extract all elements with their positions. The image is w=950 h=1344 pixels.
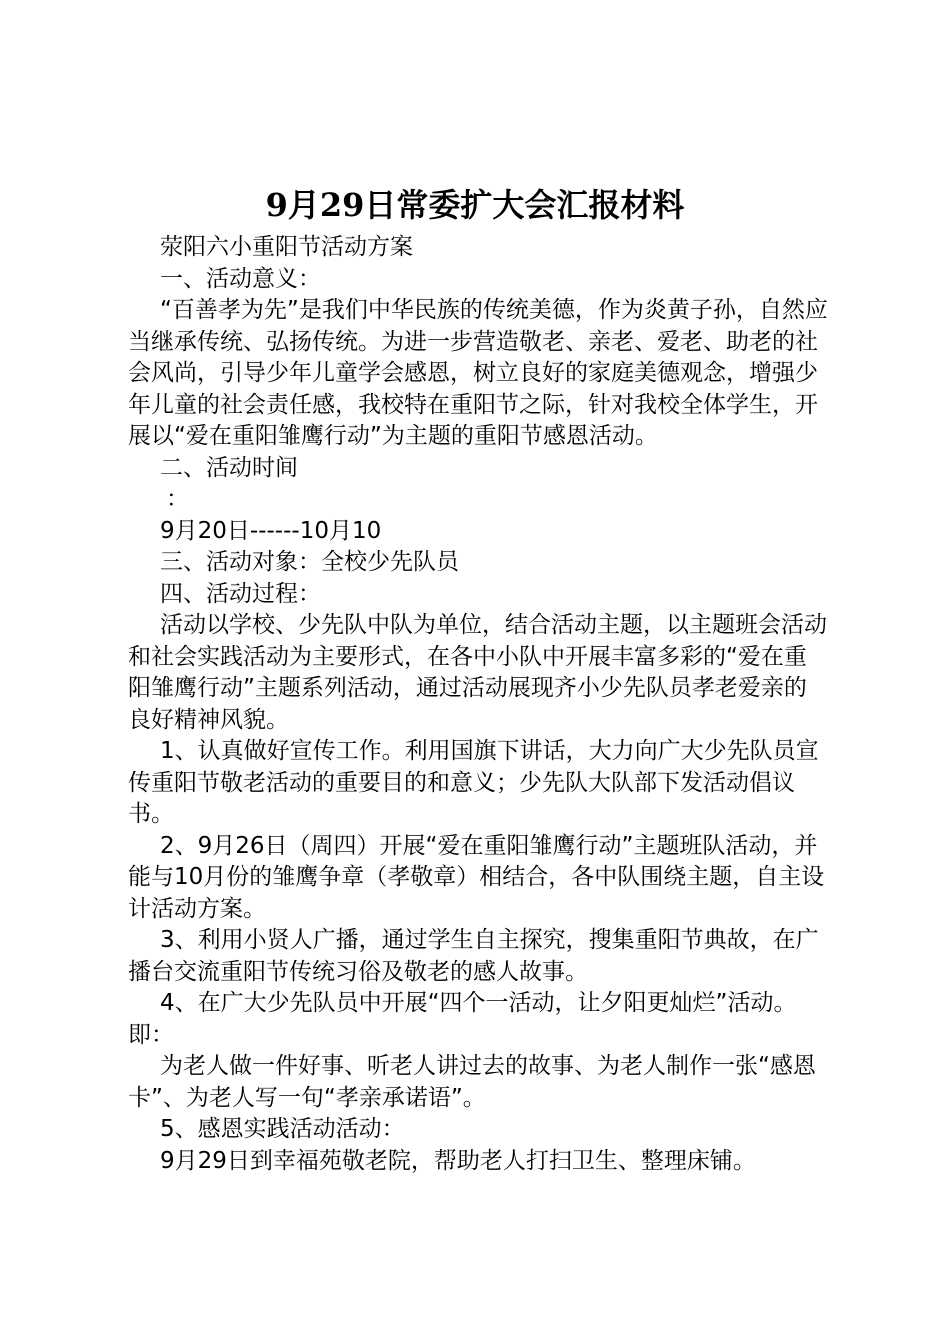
process-item-3: 3、利用小贤人广播，通过学生自主探究，搜集重阳节典故，在广播台交流重阳节传统习俗及敬老的感人故事。	[128, 927, 819, 985]
time-colon: ：	[166, 486, 189, 512]
process-item-1: 1、认真做好宣传工作。利用国旗下讲话，大力向广大少先队员宣传重阳节敬老活动的重要目的和意义；少先队大队部下发活动倡议书。	[128, 738, 819, 827]
process-item-5-detail: 9月29日到幸福苑敬老院，帮助老人打扫卫生、整理床铺。	[160, 1147, 756, 1174]
process-item-2: 2、9月26日（周四）开展“爱在重阳雏鹰行动”主题班队活动，并能与10月份的雏鹰争章（孝敬章）相结合，各中队围绕主题，自主设计活动方案。	[128, 832, 825, 922]
paragraph-process-intro: 活动以学校、少先队中队为单位，结合活动主题，以主题班会活动和社会实践活动为主要形式，在各中小队中开展丰富多彩的“爱在重阳雏鹰行动”主题系列活动，通过活动展现齐小少先队员孝老爱亲的良好精神风貌。	[128, 612, 827, 733]
time-range: 9月20日------10月10	[160, 517, 382, 544]
plan-heading: 荥阳六小重阳节活动方案	[160, 234, 413, 260]
process-item-4: 4、在广大少先队员中开展“四个一活动，让夕阳更灿烂”活动。即：	[128, 990, 797, 1048]
process-item-5: 5、感恩实践活动活动：	[160, 1116, 405, 1142]
section-heading-significance: 一、活动意义：	[160, 265, 321, 292]
section-heading-participants: 三、活动对象：全校少先队员	[160, 549, 459, 575]
section-heading-time: 二、活动时间	[160, 454, 298, 481]
document-title: 9月29日常委扩大会汇报材料	[265, 186, 685, 224]
process-item-4-detail: 为老人做一件好事、听老人讲过去的故事、为老人制作一张“感恩卡”、为老人写一句“孝亲承诺语”。	[128, 1053, 816, 1111]
section-heading-process: 四、活动过程：	[160, 580, 321, 607]
document-body	[128, 232, 828, 1177]
paragraph-significance: “百善孝为先”是我们中华民族的传统美德，作为炎黄子孙，自然应当继承传统、弘扬传统。为进一步营造敬老、亲老、爱老、助老的社会风尚，引导少年儿童学会感恩，树立良好的家庭美德观念，增强少年儿童的社会责任感，我校特在重阳节之际，针对我校全体学生，开展以“爱在重阳雏鹰行动”为主题的重阳节感恩活动。	[128, 297, 828, 449]
